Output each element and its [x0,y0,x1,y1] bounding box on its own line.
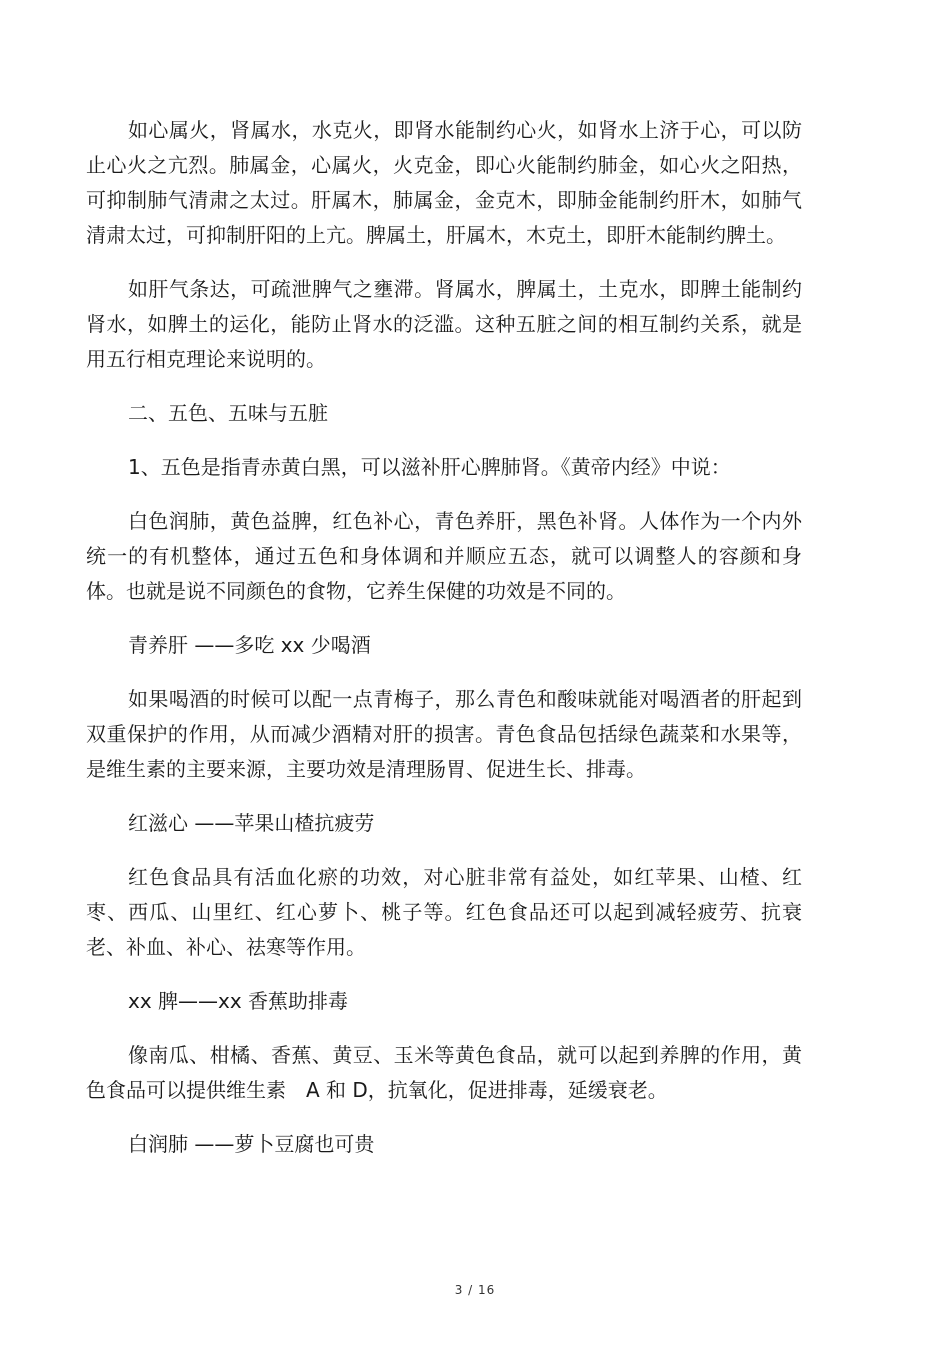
paragraph-yellow-spleen: 像南瓜、柑橘、香蕉、黄豆、玉米等黄色食品，就可以起到养脾的作用，黄色食品可以提供维生素 A 和 D，抗氧化，促进排毒，延缓衰老。 [86,1043,802,1102]
page-number: 3 / 16 [454,1283,496,1297]
paragraph-red-heart: 红色食品具有活血化瘀的功效，对心脏非常有益处，如红苹果、山楂、红枣、西瓜、山里红、红心萝卜、桃子等。红色食品还可以起到减轻疲劳、抗衰老、补血、补心、祛寒等作用。 [86,865,802,959]
subheading-yellow-spleen: xx 脾——xx 香蕉助排毒 [128,989,349,1013]
subheading-red-heart: 红滋心 ——苹果山楂抗疲劳 [128,811,375,835]
section-heading-five-colors: 二、五色、五味与五脏 [128,401,328,425]
paragraph-five-elements-control-1: 如心属火，肾属水，水克火，即肾水能制约心火，如肾水上济于心，可以防止心火之亢烈。肺属金，心属火，火克金，即心火能制约肺金，如心火之阳热，可抑制肺气清肃之太过。肝属木，肺属金，金克木，即肺金能制约肝木，如肺气清肃太过，可抑制肝阳的上亢。脾属土，肝属木，木克土，即肝木能制约脾土。 [86,118,802,247]
subheading-green-liver: 青养肝 ——多吃 xx 少喝酒 [128,633,371,657]
paragraph-five-colors-detail: 白色润肺，黄色益脾，红色补心，青色养肝，黑色补肾。人体作为一个内外统一的有机整体，通过五色和身体调和并顺应五态，就可以调整人的容颜和身体。也就是说不同颜色的食物，它养生保健的功效是不同的。 [86,509,802,603]
document-body [86,113,802,1162]
subheading-white-lung: 白润肺 ——萝卜豆腐也可贵 [128,1132,375,1156]
paragraph-five-colors-intro: 1、五色是指青赤黄白黑，可以滋补肝心脾肺肾。《黄帝内经》中说： [128,455,731,479]
paragraph-green-liver: 如果喝酒的时候可以配一点青梅子，那么青色和酸味就能对喝酒者的肝起到双重保护的作用，从而减少酒精对肝的损害。青色食品包括绿色蔬菜和水果等，是维生素的主要来源，主要功效是清理肠胃、促进生长、排毒。 [86,687,802,781]
paragraph-five-elements-control-2: 如肝气条达，可疏泄脾气之壅滞。肾属水，脾属土，土克水，即脾土能制约肾水，如脾土的运化，能防止肾水的泛滥。这种五脏之间的相互制约关系，就是用五行相克理论来说明的。 [86,277,802,371]
